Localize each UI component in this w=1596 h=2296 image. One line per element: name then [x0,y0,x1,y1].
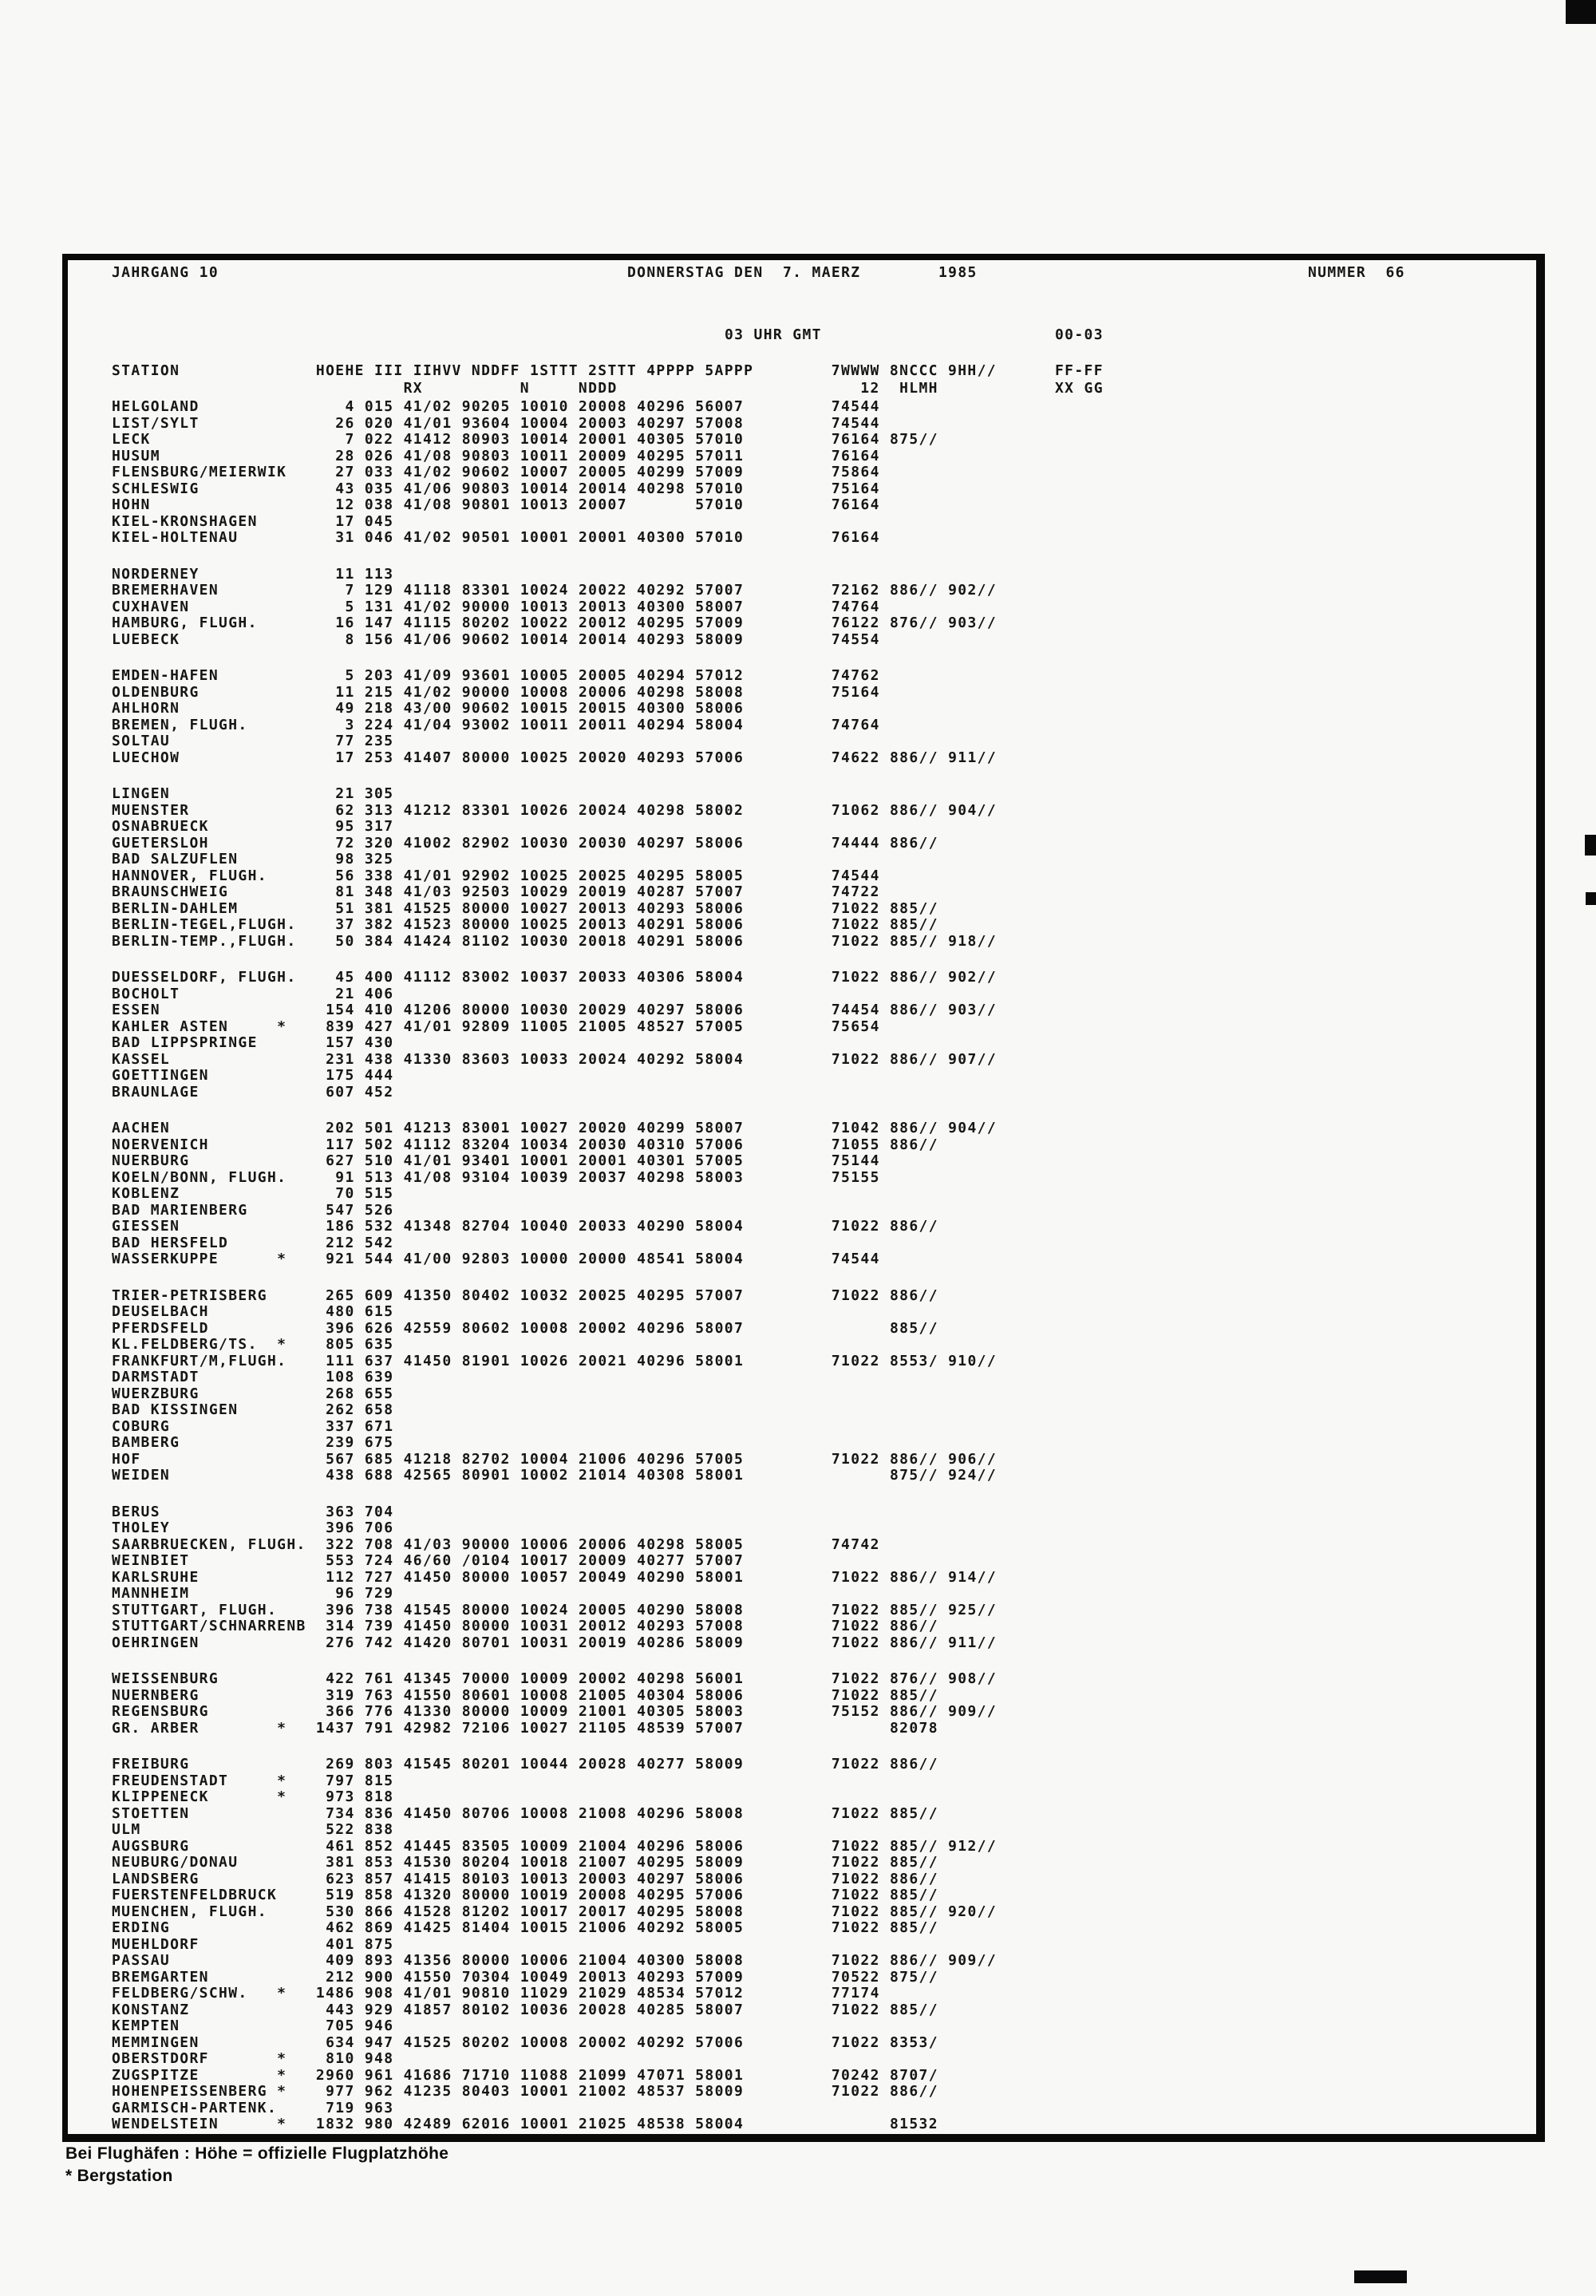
table-row: KLIPPENECK * 973 818 [112,1788,394,1805]
table-row: KOBLENZ 70 515 [112,1185,394,1202]
table-row: BREMEN, FLUGH. 3 224 41/04 93002 10011 20011 40294 58004 74764 [112,716,880,733]
table-row: BAD HERSFELD 212 542 [112,1234,394,1251]
table-row: FUERSTENFELDBRUCK 519 858 41320 80000 10019 20008 40295 57006 71022 885// [112,1887,938,1903]
table-row: HOHN 12 038 41/08 90801 10013 20007 57010 76164 [112,496,880,513]
table-row: GR. ARBER * 1437 791 42982 72106 10027 21105 48539 57007 82078 [112,1719,938,1737]
table-row: WEINBIET 553 724 46/60 /0104 10017 20009 40277 57007 [112,1552,745,1569]
table-row: GARMISCH-PARTENK. 719 963 [112,2099,394,2116]
col-subheader-xxgg: XX GG [1055,380,1104,397]
table-row: FELDBERG/SCHW. * 1486 908 41/01 90810 11029 21029 48534 57012 77174 [112,1985,880,2002]
table-row: LANDSBERG 623 857 41415 80103 10013 20003 40297 58006 71022 886// [112,1870,938,1887]
table-row: FREUDENSTADT * 797 815 [112,1772,394,1789]
footer-note-altitude: Bei Flughäfen : Höhe = offizielle Flugplatzhöhe [65,2144,449,2163]
table-row: FREIBURG 269 803 41545 80201 10044 20028 40277 58009 71022 886// [112,1756,938,1772]
table-row: STOETTEN 734 836 41450 80706 10008 21008 40296 58008 71022 885// [112,1804,938,1822]
col-subheader-hlmh: HLMH [899,380,938,397]
col-header-station: STATION [112,362,180,379]
table-row: BERLIN-TEMP.,FLUGH. 50 384 41424 81102 10030 20018 40291 58006 71022 885// 918// [112,932,998,950]
table-row: FLENSBURG/MEIERWIK 27 033 41/02 90602 10007 20005 40299 57009 75864 [112,464,880,480]
table-row: BRAUNLAGE 607 452 [112,1083,394,1101]
masthead-number: NUMMER 66 [1308,264,1405,281]
table-row: OEHRINGEN 276 742 41420 80701 10031 20019 40286 58009 71022 886// 911// [112,1634,998,1651]
observation-time: 03 UHR GMT [725,326,822,343]
table-row: OLDENBURG 11 215 41/02 90000 10008 20006 40298 58008 75164 [112,683,880,701]
table-row: KONSTANZ 443 929 41857 80102 10036 20028 40285 58007 71022 885// [112,2001,938,2018]
table-row: BERUS 363 704 [112,1503,394,1520]
table-row: LUECHOW 17 253 41407 80000 10025 20020 40293 57006 74622 886// 911// [112,749,998,766]
table-row: BRAUNSCHWEIG 81 348 41/03 92503 10029 20019 40287 57007 74722 [112,883,880,900]
table-row: MUENCHEN, FLUGH. 530 866 41528 81202 10017 20017 40295 58008 71022 885// 920// [112,1903,998,1920]
table-row: DARMSTADT 108 639 [112,1369,394,1385]
table-row: LECK 7 022 41412 80903 10014 20001 40305 57010 76164 875// [112,431,938,448]
table-row: PASSAU 409 893 41356 80000 10006 21004 40300 58008 71022 886// 909// [112,1952,998,1969]
scan-artifact-corner [1566,0,1596,24]
table-row: KARLSRUHE 112 727 41450 80000 10057 20049 40290 58001 71022 886// 914// [112,1568,998,1586]
table-row: KEMPTEN 705 946 [112,2017,394,2034]
table-row: WENDELSTEIN * 1832 980 42489 62016 10001 21025 48538 58004 81532 [112,2116,938,2132]
table-row: ESSEN 154 410 41206 80000 10030 20029 40297 58006 74454 886// 903// [112,1002,998,1018]
table-row: NEUBURG/DONAU 381 853 41530 80204 10018 21007 40295 58009 71022 885// [112,1854,938,1871]
table-row: KAHLER ASTEN * 839 427 41/01 92809 11005 21005 48527 57005 75654 [112,1018,880,1035]
table-row: BAMBERG 239 675 [112,1434,394,1451]
footer-note-bergstation: * Bergstation [65,2167,173,2185]
col-subheader-nddd: NDDD [578,380,618,397]
table-row: MUEHLDORF 401 875 [112,1935,394,1953]
table-row: ERDING 462 869 41425 81404 10015 21006 40292 58005 71022 885// [112,1919,938,1936]
table-row: CUXHAVEN 5 131 41/02 90000 10013 20013 40300 58007 74764 [112,598,880,615]
table-row: SCHLESWIG 43 035 41/06 90803 10014 20014 40298 57010 75164 [112,480,880,497]
table-row: HANNOVER, FLUGH. 56 338 41/01 92902 10025 20025 40295 58005 74544 [112,867,880,884]
table-row: BOCHOLT 21 406 [112,985,394,1002]
col-subheader-rx: RX [403,380,423,397]
table-row: AHLHORN 49 218 43/00 90602 10015 20015 40300 58006 [112,700,745,717]
table-row: BREMGARTEN 212 900 41550 70304 10049 20013 40293 57009 70522 875// [112,1968,938,1986]
table-row: WEIDEN 438 688 42565 80901 10002 21014 40308 58001 875// 924// [112,1467,998,1484]
table-row: KIEL-HOLTENAU 31 046 41/02 90501 10001 20001 40300 57010 76164 [112,529,880,546]
table-row: EMDEN-HAFEN 5 203 41/09 93601 10005 20005 40294 57012 74762 [112,667,880,684]
table-row: BERLIN-TEGEL,FLUGH. 37 382 41523 80000 10025 20013 40291 58006 71022 885// [112,916,938,933]
table-row: HOF 567 685 41218 82702 10004 21006 40296 57005 71022 886// 906// [112,1450,998,1468]
col-header-ffff: FF-FF [1055,362,1104,379]
table-row: STUTTGART, FLUGH. 396 738 41545 80000 10024 20005 40290 58008 71022 885// 925// [112,1601,998,1618]
table-row: KIEL-KRONSHAGEN 17 045 [112,512,394,530]
table-row: DUESSELDORF, FLUGH. 45 400 41112 83002 10037 20033 40306 58004 71022 886// 902// [112,969,998,986]
table-row: WASSERKUPPE * 921 544 41/00 92803 10000 20000 48541 58004 74544 [112,1251,880,1267]
table-row: BAD MARIENBERG 547 526 [112,1201,394,1219]
table-row: BAD KISSINGEN 262 658 [112,1401,394,1418]
table-row: GIESSEN 186 532 41348 82704 10040 20033 40290 58004 71022 886// [112,1218,938,1235]
table-row: OSNABRUECK 95 317 [112,818,394,835]
table-row: WEISSENBURG 422 761 41345 70000 10009 20002 40298 56001 71022 876// 908// [112,1670,998,1687]
table-row: COBURG 337 671 [112,1417,394,1435]
table-row: SOLTAU 77 235 [112,733,394,749]
table-row: WUERZBURG 268 655 [112,1385,394,1402]
document-frame [62,254,1545,2142]
table-row: BAD LIPPSPRINGE 157 430 [112,1034,394,1051]
table-row: BAD SALZUFLEN 98 325 [112,851,394,867]
table-row: BREMERHAVEN 7 129 41118 83301 10024 20022 40292 57007 72162 886// 902// [112,582,998,599]
observation-period: 00-03 [1055,326,1104,343]
table-row: TRIER-PETRISBERG 265 609 41350 80402 10032 20025 40295 57007 71022 886// [112,1286,938,1304]
table-row: AACHEN 202 501 41213 83001 10027 20020 40299 58007 71042 886// 904// [112,1120,998,1136]
table-row: GUETERSLOH 72 320 41002 82902 10030 20030 40297 58006 74444 886// [112,834,938,852]
col-header-synop-groups: HOEHE III IIHVV NDDFF 1STTT 2STTT 4PPPP 5APPP [315,362,754,379]
masthead-year: 1985 [938,264,978,281]
table-row: SAARBRUECKEN, FLUGH. 322 708 41/03 90000 10006 20006 40298 58005 74742 [112,1535,880,1553]
col-subheader-n: N [519,380,530,397]
col-subheader-12: 12 [860,380,880,397]
scan-artifact-edge [1585,835,1596,856]
table-row: NUERBURG 627 510 41/01 93401 10001 20001 40301 57005 75144 [112,1152,880,1169]
table-row: MEMMINGEN 634 947 41525 80202 10008 20002 40292 57006 71022 8353/ [112,2033,938,2051]
table-row: LIST/SYLT 26 020 41/01 93604 10004 20003 40297 57008 74544 [112,414,880,432]
table-row: OBERSTDORF * 810 948 [112,2050,394,2067]
table-row: LUEBECK 8 156 41/06 90602 10014 20014 40293 58009 74554 [112,630,880,648]
table-row: LINGEN 21 305 [112,785,394,802]
table-row: HUSUM 28 026 41/08 90803 10011 20009 40295 57011 76164 [112,447,880,464]
table-row: MANNHEIM 96 729 [112,1585,394,1602]
table-row: STUTTGART/SCHNARRENB 314 739 41450 80000 10031 20012 40293 57008 71022 886// [112,1618,938,1634]
table-row: ZUGSPITZE * 2960 961 41686 71710 11088 21099 47071 58001 70242 8707/ [112,2066,938,2084]
table-row: REGENSBURG 366 776 41330 80000 10009 21001 40305 58003 75152 886// 909// [112,1703,998,1720]
table-row: PFERDSFELD 396 626 42559 80602 10008 20002 40296 58007 885// [112,1319,938,1337]
table-row: NUERNBERG 319 763 41550 80601 10008 21005 40304 58006 71022 885// [112,1686,938,1704]
table-row: FRANKFURT/M,FLUGH. 111 637 41450 81901 10026 20021 40296 58001 71022 8553/ 910// [112,1352,998,1369]
table-row: KASSEL 231 438 41330 83603 10033 20024 40292 58004 71022 886// 907// [112,1050,998,1068]
table-row: ULM 522 838 [112,1821,394,1838]
scan-artifact-bottom [1354,2270,1407,2283]
table-row: BERLIN-DAHLEM 51 381 41525 80000 10027 20013 40293 58006 71022 885// [112,899,938,917]
table-row: GOETTINGEN 175 444 [112,1067,394,1084]
masthead-volume: JAHRGANG 10 [112,264,219,281]
table-row: AUGSBURG 461 852 41445 83505 10009 21004 40296 58006 71022 885// 912// [112,1837,998,1855]
table-row: NORDERNEY 11 113 [112,565,394,583]
col-header-extra-groups: 7WWWW 8NCCC 9HH// [831,362,997,379]
scan-artifact-edge [1586,892,1596,905]
table-row: HOHENPEISSENBERG * 977 962 41235 80403 10001 21002 48537 58009 71022 886// [112,2083,938,2100]
table-row: KL.FELDBERG/TS. * 805 635 [112,1336,394,1353]
table-row: KOELN/BONN, FLUGH. 91 513 41/08 93104 10039 20037 40298 58003 75155 [112,1168,880,1186]
table-row: NOERVENICH 117 502 41112 83204 10034 20030 40310 57006 71055 886// [112,1136,938,1153]
table-row: HELGOLAND 4 015 41/02 90205 10010 20008 40296 56007 74544 [112,398,880,415]
table-row: THOLEY 396 706 [112,1519,394,1536]
table-row: MUENSTER 62 313 41212 83301 10026 20024 40298 58002 71062 886// 904// [112,801,998,819]
table-row: DEUSELBACH 480 615 [112,1303,394,1320]
masthead-date: DONNERSTAG DEN 7. MAERZ [627,264,861,281]
table-row: HAMBURG, FLUGH. 16 147 41115 80202 10022 20012 40295 57009 76122 876// 903// [112,615,998,631]
